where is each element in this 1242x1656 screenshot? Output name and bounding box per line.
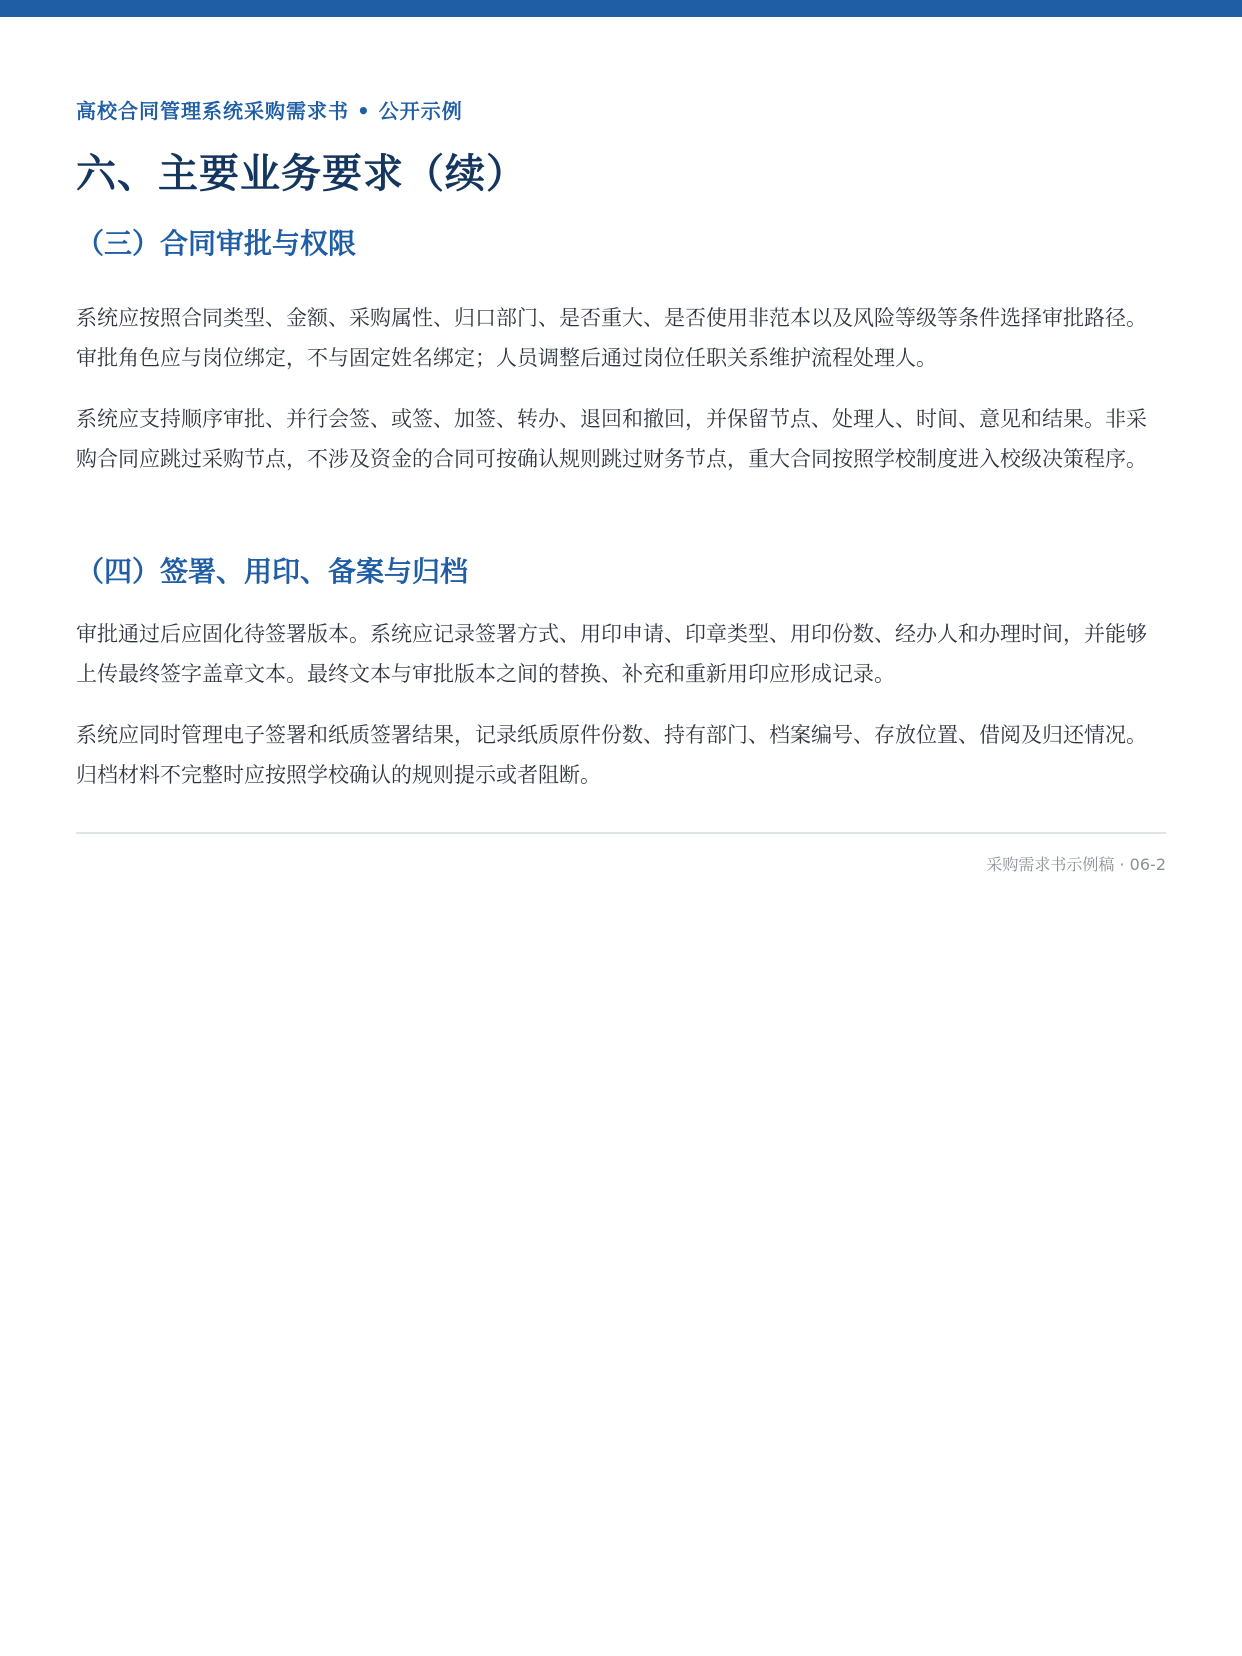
document-kicker: 高校合同管理系统采购需求书 • 公开示例 xyxy=(76,99,463,123)
page-footer: 采购需求书示例稿 · 06-2 xyxy=(986,855,1166,874)
paragraph: 系统应同时管理电子签署和纸质签署结果，记录纸质原件份数、持有部门、档案编号、存放位置、借阅及归还情况。归档材料不完整时应按照学校确认的规则提示或者阻断。 xyxy=(76,723,1147,787)
paragraph: 系统应支持顺序审批、并行会签、或签、加签、转办、退回和撤回，并保留节点、处理人、时间、意见和结果。非采购合同应跳过采购节点，不涉及资金的合同可按确认规则跳过财务节点，重大合同按照学校制度进入校级决策程序。 xyxy=(76,407,1147,471)
paragraph: 系统应按照合同类型、金额、采购属性、归口部门、是否重大、是否使用非范本以及风险等级等条件选择审批路径。审批角色应与岗位绑定，不与固定姓名绑定；人员调整后通过岗位任职关系维护流程处理人。 xyxy=(76,306,1147,370)
paragraph: 审批通过后应固化待签署版本。系统应记录签署方式、用印申请、印章类型、用印份数、经办人和办理时间，并能够上传最终签字盖章文本。最终文本与审批版本之间的替换、补充和重新用印应形成记录。 xyxy=(76,622,1147,686)
page-title: 六、主要业务要求（续） xyxy=(76,151,527,197)
section-heading-approval: （三）合同审批与权限 xyxy=(76,227,357,260)
footer-divider xyxy=(76,832,1166,834)
top-accent-bar xyxy=(0,0,1242,17)
section-heading-signing: （四）签署、用印、备案与归档 xyxy=(76,555,469,588)
